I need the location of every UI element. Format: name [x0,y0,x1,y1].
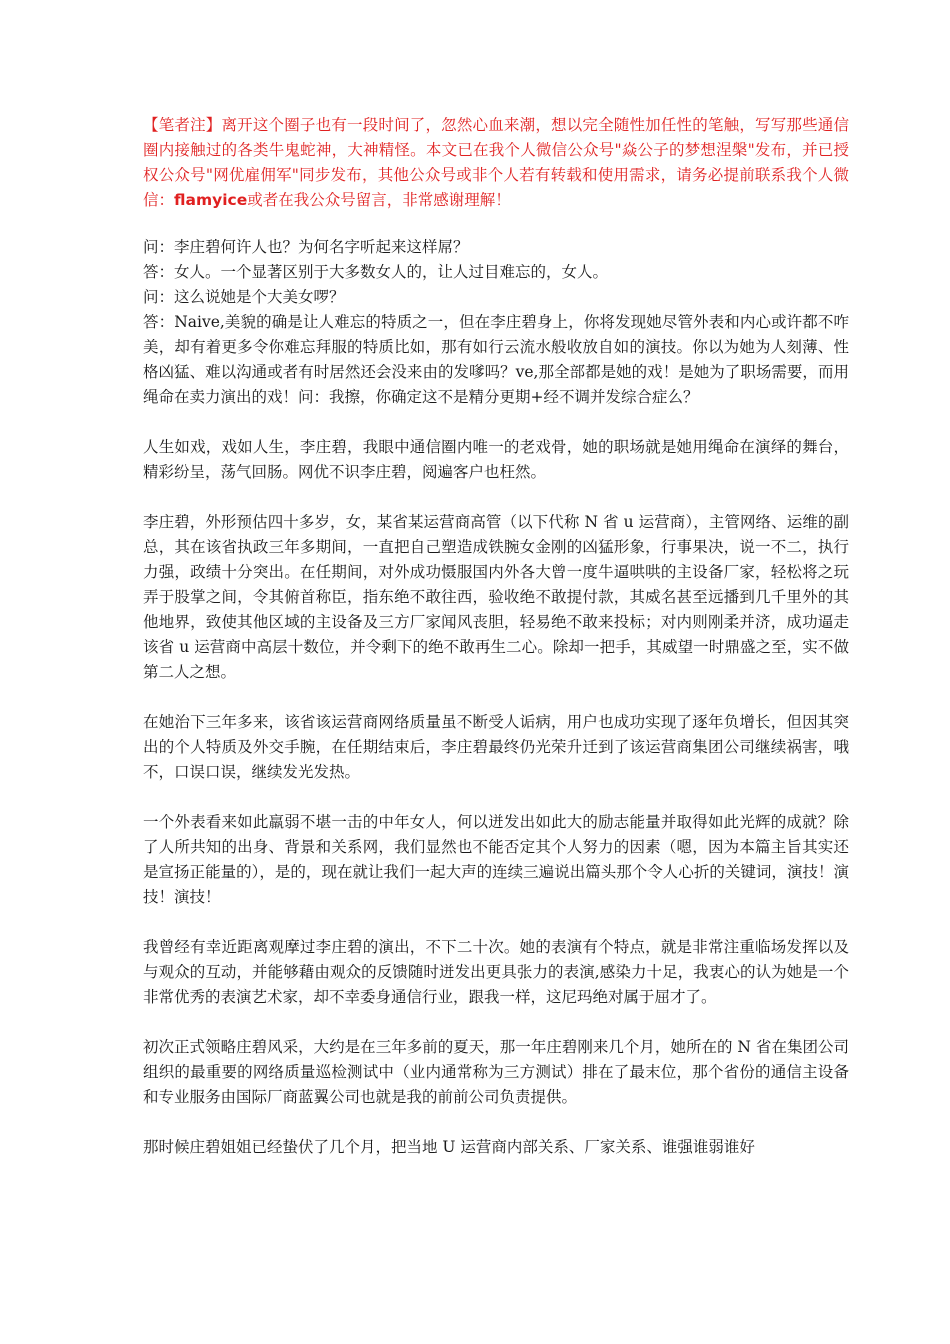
body-paragraph: 李庄碧，外形预估四十多岁，女，某省某运营商高管（以下代称 N 省 u 运营商），主管网络、运维的副总，其在该省执政三年多期间，一直把自己塑造成铁腕女金刚的凶猛形象，行事果决，说一不二，执行力强，政绩十分突出。在任期间，对外成功慑服国内外各大曾一度牛逼哄哄的主设备厂家，轻松将之玩弄于股掌之间，令其俯首称臣，指东绝不敢往西，验收绝不敢提付款，其威名甚至远播到几千里外的其他地界，致使其他区域的主设备及三方厂家闻风丧胆，轻易绝不敢来投标；对内则刚柔并济，成功逼走该省 u 运营商中高层十数位，并令剩下的绝不敢再生二心。除却一把手，其威望一时鼎盛之至，实不做第二人之想。 [143,513,849,681]
body-paragraph: 那时候庄碧姐姐已经蛰伏了几个月，把当地 U 运营商内部关系、厂家关系、谁强谁弱谁好 [143,1138,755,1156]
author-note-text: 【笔者注】离开这个圈子也有一段时间了，忽然心血来潮，想以完全随性加任性的笔触，写写那些通信圈内接触过的各类牛鬼蛇神，大神精怪。本文已在我个人微信公众号"焱公子的梦想涅槃"发布，并已授权公众号"网优雇佣军"同步发布，其他公众号或非个人若有转载和使用需求，请务必提前联系我个人微信： [143,116,849,209]
body-paragraph: 人生如戏，戏如人生，李庄碧，我眼中通信圈内唯一的老戏骨，她的职场就是她用绳命在演绎的舞台，精彩纷呈，荡气回肠。网优不识李庄碧，阅遍客户也枉然。 [143,438,849,481]
qa-section [143,235,849,410]
body-paragraph: 我曾经有幸近距离观摩过李庄碧的演出，不下二十次。她的表演有个特点，就是非常注重临场发挥以及与观众的互动，并能够藉由观众的反馈随时迸发出更具张力的表演,感染力十足，我衷心的认为她是一个非常优秀的表演艺术家，却不幸委身通信行业，跟我一样，这尼玛绝对属于屈才了。 [143,938,849,1006]
author-note-text-end: 或者在我公众号留言，非常感谢理解！ [247,191,511,209]
qa-line: 问：李庄碧何许人也？为何名字听起来这样屌？ [143,238,469,256]
body-paragraph: 初次正式领略庄碧风采，大约是在三年多前的夏天，那一年庄碧刚来几个月，她所在的 N 省在集团公司组织的最重要的网络质量巡检测试中（业内通常称为三方测试）排在了最末位，那个省份的通信主设备和专业服务由国际厂商蓝翼公司也就是我的前前公司负责提供。 [143,1038,849,1106]
qa-line: 答：Naive,美貌的确是让人难忘的特质之一，但在李庄碧身上，你将发现她尽管外表和内心或许都不咋美，却有着更多令你难忘拜服的特质比如，那有如行云流水般收放自如的演技。你以为她为人刻薄、性格凶猛、难以沟通或者有时居然还会没来由的发嗲吗？ve,那全部都是她的戏！是她为了职场需要，而用绳命在卖力演出的戏！问：我擦，你确定这不是精分更期+经不调并发综合症么？ [143,313,849,406]
author-note [143,113,849,213]
body-paragraph: 一个外表看来如此羸弱不堪一击的中年女人，何以迸发出如此大的励志能量并取得如此光辉的成就？除了人所共知的出身、背景和关系网，我们显然也不能否定其个人努力的因素（嗯，因为本篇主旨其实还是宣扬正能量的），是的，现在就让我们一起大声的连续三遍说出篇头那个令人心折的关键词，演技！演技！演技！ [143,813,849,906]
body-paragraph: 在她治下三年多来，该省该运营商网络质量虽不断受人诟病，用户也成功实现了逐年负增长，但因其突出的个人特质及外交手腕，在任期结束后，李庄碧最终仍光荣升迁到了该运营商集团公司继续祸害，哦不，口误口误，继续发光发热。 [143,713,849,781]
document-page [143,113,849,1160]
qa-line: 答：女人。一个显著区别于大多数女人的，让人过目难忘的，女人。 [143,263,609,281]
qa-line: 问：这么说她是个大美女啰？ [143,288,345,306]
wechat-id: flamyice [174,191,248,209]
